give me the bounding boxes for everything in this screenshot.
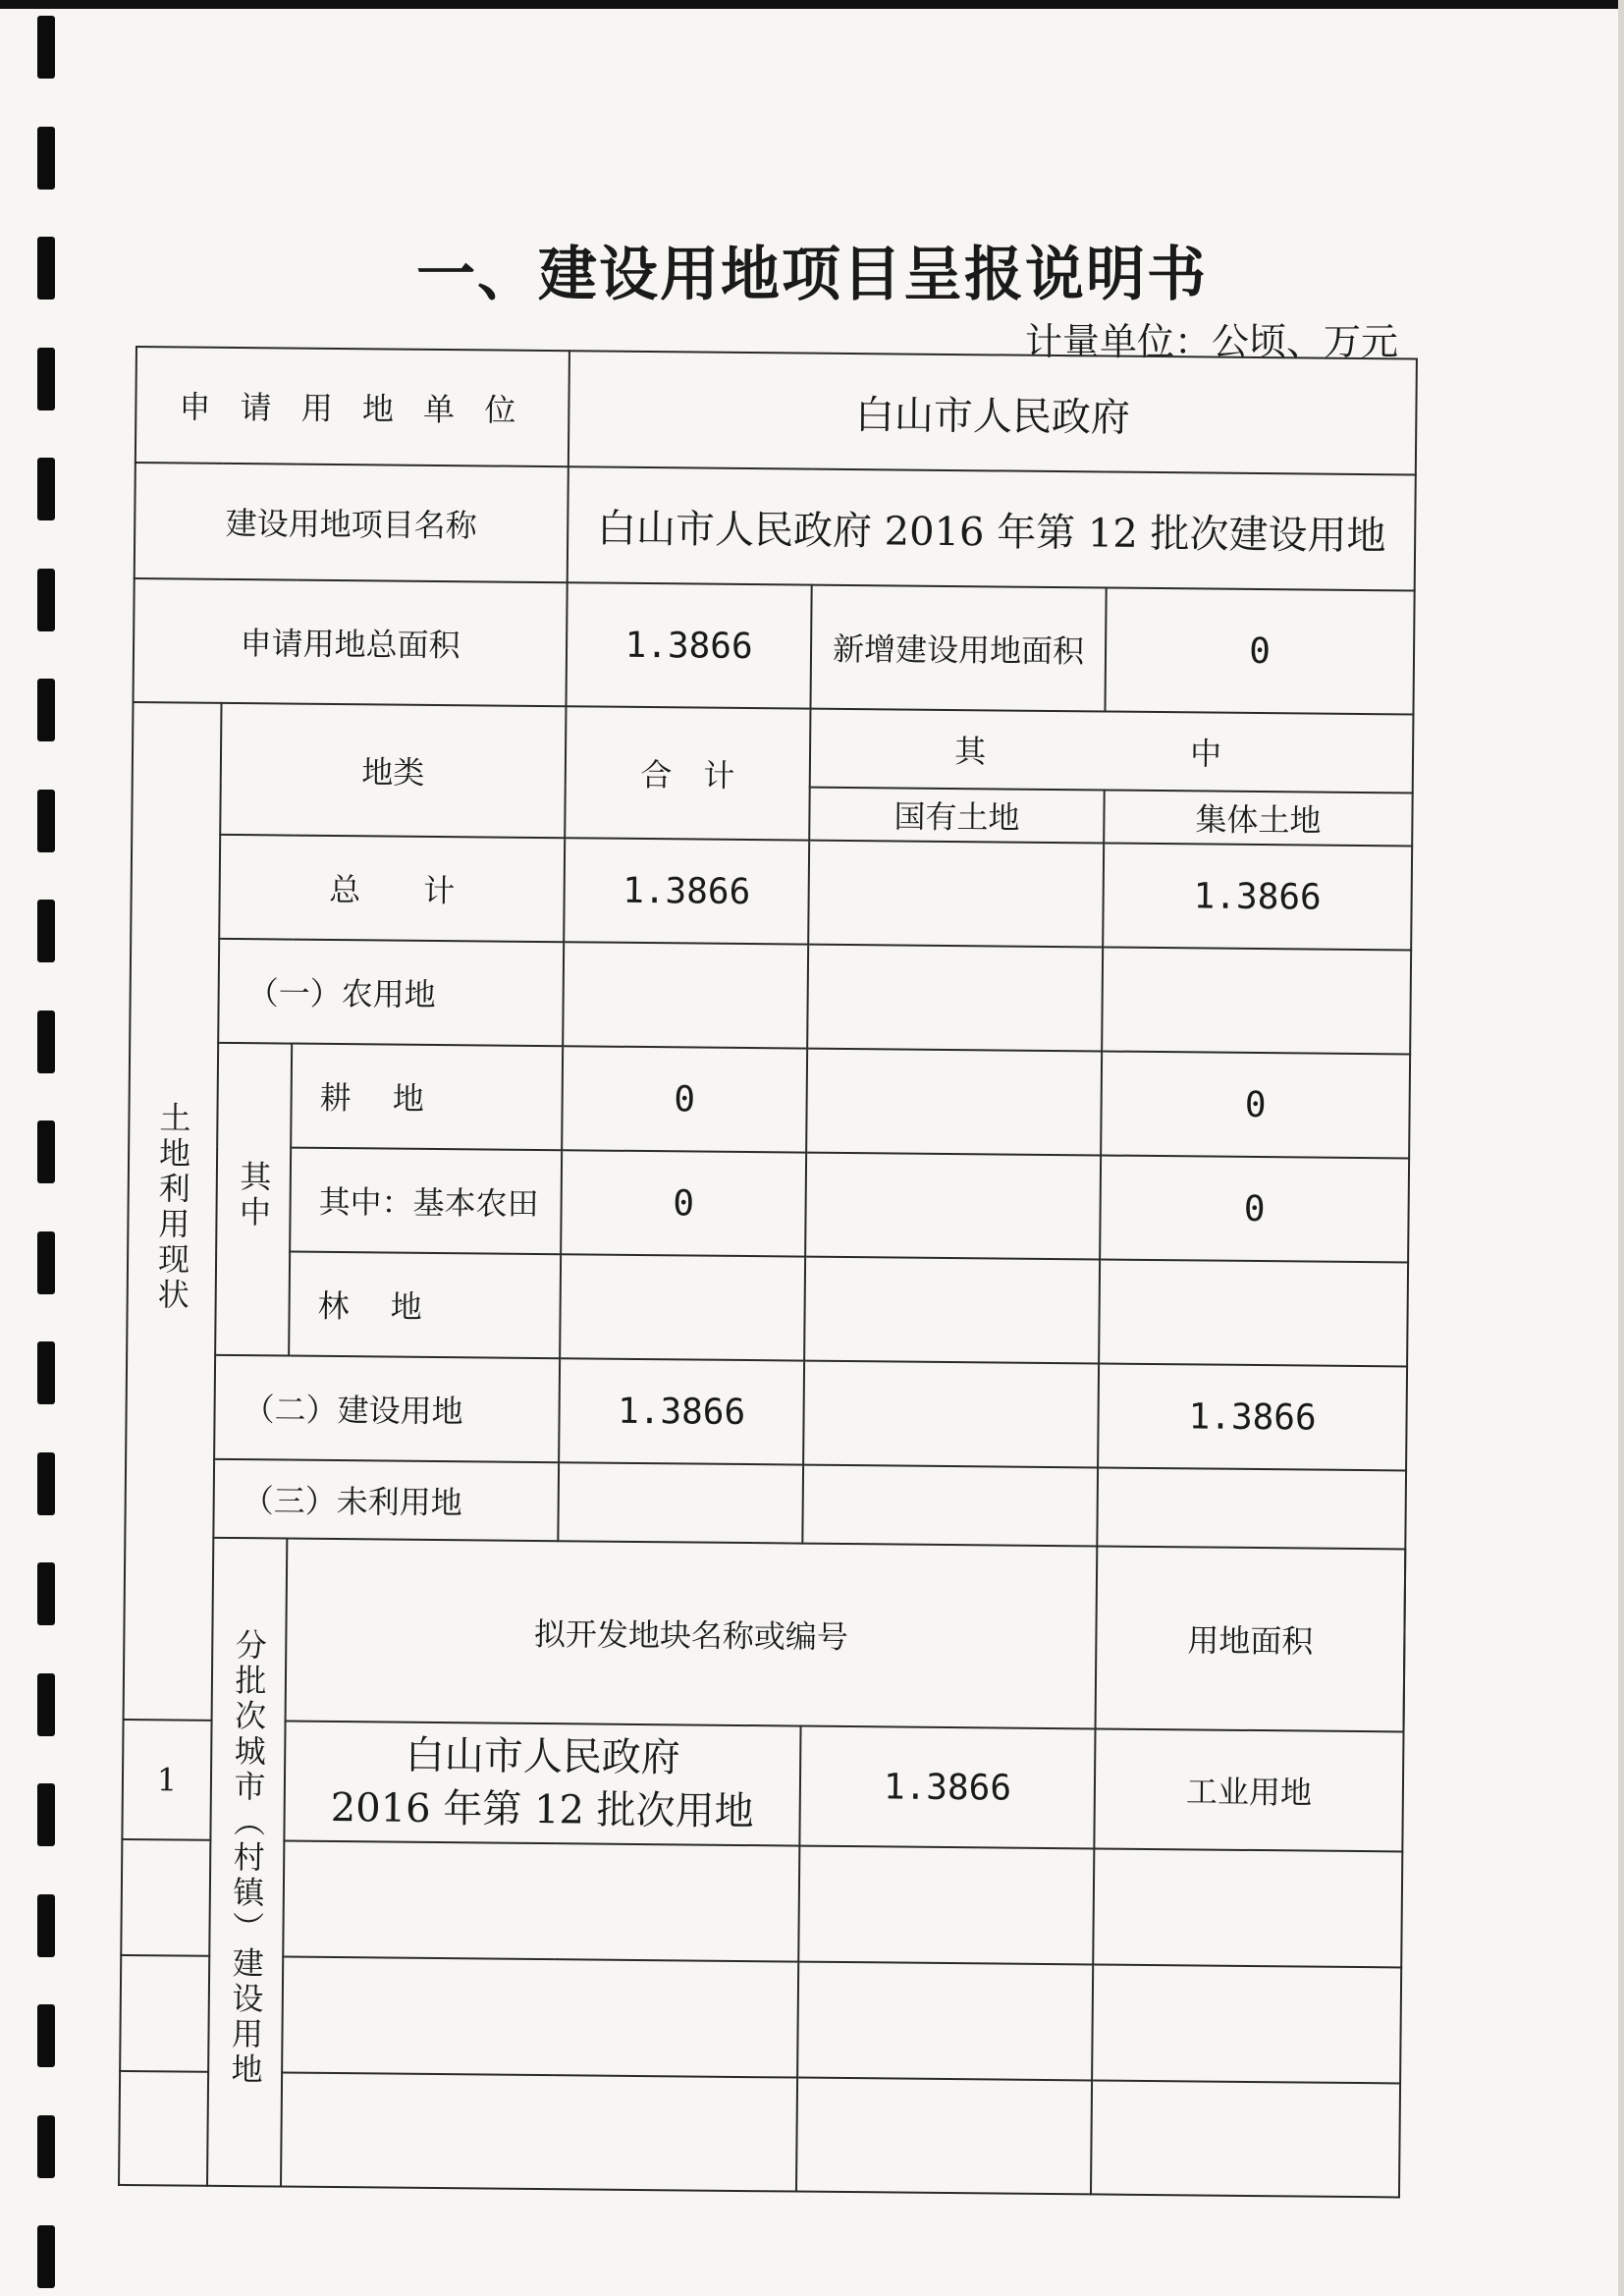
batch-row-name-line1: 白山市人民政府 xyxy=(405,1732,680,1781)
row-agri-sum xyxy=(563,942,808,1048)
land-head-row xyxy=(133,702,1414,793)
binding-hole xyxy=(37,679,55,741)
row-arable-state xyxy=(806,1049,1102,1156)
head-state-land: 国有土地 xyxy=(809,788,1105,844)
row-total-collective: 1.3866 xyxy=(1103,843,1412,950)
batch-row-area xyxy=(797,1962,1093,2081)
binding-hole xyxy=(37,458,55,520)
row-total-sum: 1.3866 xyxy=(564,838,809,944)
land-row-arable xyxy=(129,1042,1410,1159)
land-row-agri xyxy=(130,938,1411,1055)
row-arable-sum: 0 xyxy=(562,1046,807,1152)
batch-head-row xyxy=(124,1537,1406,1732)
project-value: 白山市人民政府 2016 年第 12 批次建设用地 xyxy=(568,466,1416,590)
batch-head-name: 拟开发地块名称或编号 xyxy=(286,1539,1098,1729)
binding-hole xyxy=(37,1783,55,1846)
land-row-basic-farm xyxy=(128,1146,1409,1263)
batch-row-no xyxy=(121,1839,210,1956)
binding-hole xyxy=(37,1894,55,1957)
land-row-construction xyxy=(126,1354,1407,1471)
batch-section-label: 分批次城市（村镇）建设用地 xyxy=(226,1627,268,2089)
land-row-total xyxy=(131,834,1412,951)
batch-row-use xyxy=(1091,2080,1400,2197)
new-area-value: 0 xyxy=(1106,588,1415,715)
total-area-row xyxy=(134,578,1415,715)
land-row-forest xyxy=(127,1250,1408,1367)
applicant-row xyxy=(135,347,1417,475)
scan-top-edge xyxy=(0,0,1624,9)
total-area-label: 申请用地总面积 xyxy=(134,578,568,706)
binding-hole xyxy=(37,900,55,962)
batch-row-area xyxy=(796,2078,1092,2195)
head-of-which: 其 中 xyxy=(810,709,1414,793)
land-application-table xyxy=(118,346,1418,2198)
batch-section xyxy=(207,1538,287,2187)
row-basic-farm-sum: 0 xyxy=(561,1150,806,1256)
binding-hole xyxy=(37,348,55,410)
row-arable-collective: 0 xyxy=(1101,1051,1410,1158)
batch-row-name-line2: 2016 年第 12 批次用地 xyxy=(330,1784,754,1835)
row-construction-label: （二）建设用地 xyxy=(214,1355,560,1462)
row-agri-collective xyxy=(1102,947,1411,1054)
row-unused-state xyxy=(802,1465,1098,1547)
binding-hole xyxy=(37,1231,55,1294)
binding-hole xyxy=(37,2004,55,2067)
row-unused-sum xyxy=(558,1462,803,1543)
row-construction-state xyxy=(803,1361,1099,1468)
row-agri-state xyxy=(807,945,1103,1052)
sub-group-label: 其中 xyxy=(234,1160,273,1231)
batch-row-no: 1 xyxy=(122,1720,211,1840)
batch-row-4 xyxy=(119,2071,1400,2198)
row-construction-sum: 1.3866 xyxy=(559,1358,804,1464)
scan-right-edge xyxy=(1618,0,1624,2296)
binding-hole xyxy=(37,1452,55,1515)
row-construction-collective: 1.3866 xyxy=(1098,1363,1407,1470)
batch-row-use xyxy=(1093,1848,1402,1967)
batch-row-area: 1.3866 xyxy=(799,1726,1095,1849)
row-total-state xyxy=(808,841,1104,948)
row-basic-farm-label: 其中：基本农田 xyxy=(290,1148,562,1255)
row-basic-farm-collective: 0 xyxy=(1100,1155,1409,1262)
row-arable-label: 耕 地 xyxy=(291,1044,563,1151)
head-collective-land: 集体土地 xyxy=(1104,790,1413,846)
binding-hole xyxy=(37,1341,55,1404)
batch-row-use: 工业用地 xyxy=(1094,1728,1403,1851)
row-basic-farm-state xyxy=(805,1153,1101,1260)
sub-group xyxy=(215,1043,292,1356)
document-title: 一、建设用地项目呈报说明书 xyxy=(416,241,1208,309)
batch-row-no xyxy=(120,1955,209,2072)
form-table-wrapper xyxy=(118,346,1416,2198)
row-forest-state xyxy=(804,1257,1100,1364)
new-area-label: 新增建设用地面积 xyxy=(811,585,1107,712)
total-area-value: 1.3866 xyxy=(567,582,812,708)
binding-hole xyxy=(37,127,55,190)
project-row xyxy=(135,463,1416,591)
unit-label: 计量单位：公顷、万元 xyxy=(1024,320,1398,363)
binding-hole xyxy=(37,790,55,852)
batch-row-name xyxy=(281,2073,797,2192)
applicant-label: 申 请 用 地 单 位 xyxy=(135,347,569,466)
row-forest-collective xyxy=(1099,1259,1408,1366)
binding-hole xyxy=(37,1562,55,1625)
batch-row-name xyxy=(283,1841,799,1962)
batch-row-1 xyxy=(122,1720,1403,1852)
batch-row-3 xyxy=(120,1955,1401,2084)
head-total: 合 计 xyxy=(565,706,810,840)
binding-hole xyxy=(37,1673,55,1736)
project-label: 建设用地项目名称 xyxy=(135,463,568,582)
binding-hole xyxy=(37,2225,55,2288)
row-forest-label: 林 地 xyxy=(289,1252,561,1359)
row-total-label: 总 计 xyxy=(219,835,565,942)
land-status-label: 土地利用现状 xyxy=(152,1101,192,1314)
row-forest-sum xyxy=(560,1254,805,1360)
applicant-value: 白山市人民政府 xyxy=(568,351,1417,474)
land-row-unused xyxy=(125,1458,1406,1550)
batch-row-2 xyxy=(121,1839,1402,1968)
binding-hole xyxy=(37,2115,55,2178)
binding-hole xyxy=(37,1121,55,1183)
batch-row-area xyxy=(798,1846,1094,1965)
row-unused-label: （三）未利用地 xyxy=(213,1459,559,1541)
batch-row-no xyxy=(119,2071,208,2186)
binding-hole xyxy=(37,1011,55,1073)
batch-row-name xyxy=(284,1722,800,1846)
land-status-section xyxy=(124,702,222,1721)
binding-hole xyxy=(37,569,55,631)
row-agri-label: （一）农用地 xyxy=(218,939,564,1046)
row-unused-collective xyxy=(1097,1467,1406,1549)
binding-hole xyxy=(37,16,55,79)
batch-row-name xyxy=(282,1957,798,2078)
batch-row-use xyxy=(1092,1964,1401,2083)
batch-head-area: 用地面积 xyxy=(1096,1546,1406,1731)
head-land-type: 地类 xyxy=(220,703,566,838)
